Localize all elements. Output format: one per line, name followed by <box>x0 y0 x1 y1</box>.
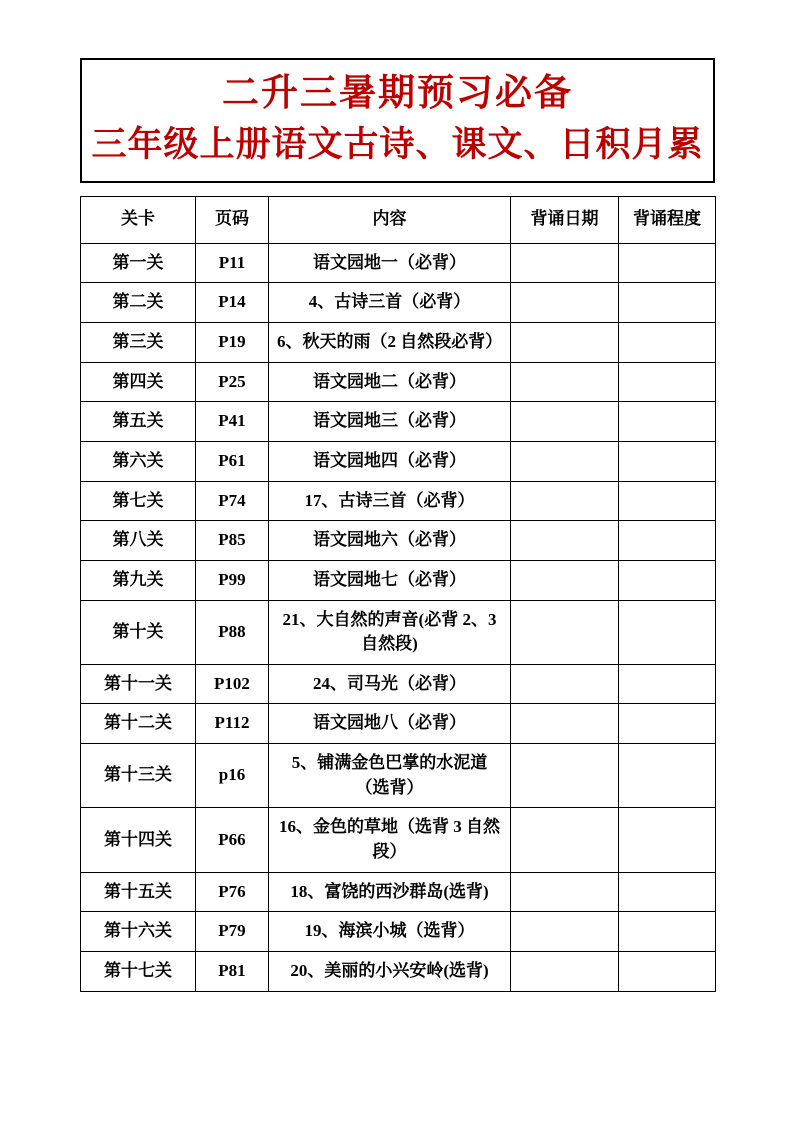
table-row <box>81 402 716 442</box>
header-level: 关卡 <box>81 196 196 243</box>
cell-page: P88 <box>196 600 269 664</box>
cell-content: 17、古诗三首（必背） <box>269 481 511 521</box>
cell-content: 语文园地八（必背） <box>269 704 511 744</box>
cell-degree <box>619 704 716 744</box>
cell-level: 第七关 <box>81 481 196 521</box>
cell-date <box>511 283 619 323</box>
cell-degree <box>619 912 716 952</box>
cell-content: 6、秋天的雨（2 自然段必背） <box>269 323 511 363</box>
cell-level: 第九关 <box>81 560 196 600</box>
cell-date <box>511 362 619 402</box>
cell-degree <box>619 521 716 561</box>
table-row <box>81 243 716 283</box>
cell-page: P85 <box>196 521 269 561</box>
cell-degree <box>619 560 716 600</box>
table-row <box>81 481 716 521</box>
cell-level: 第八关 <box>81 521 196 561</box>
cell-level: 第六关 <box>81 442 196 482</box>
cell-degree <box>619 481 716 521</box>
cell-degree <box>619 600 716 664</box>
cell-page: P99 <box>196 560 269 600</box>
cell-content: 21、大自然的声音(必背 2、3 自然段) <box>269 600 511 664</box>
cell-date <box>511 664 619 704</box>
cell-level: 第十五关 <box>81 872 196 912</box>
cell-level: 第十关 <box>81 600 196 664</box>
document-title-line2: 三年级上册语文古诗、课文、日积月累 <box>91 124 704 164</box>
cell-page: p16 <box>196 744 269 808</box>
table-row <box>81 808 716 872</box>
cell-page: P102 <box>196 664 269 704</box>
header-date: 背诵日期 <box>511 196 619 243</box>
cell-page: P14 <box>196 283 269 323</box>
table-row <box>81 362 716 402</box>
cell-level: 第十六关 <box>81 912 196 952</box>
cell-content: 语文园地一（必背） <box>269 243 511 283</box>
cell-level: 第十四关 <box>81 808 196 872</box>
table-row <box>81 951 716 991</box>
table-row <box>81 664 716 704</box>
cell-degree <box>619 442 716 482</box>
cell-date <box>511 808 619 872</box>
cell-level: 第十二关 <box>81 704 196 744</box>
table-header-row <box>81 196 716 243</box>
cell-content: 语文园地七（必背） <box>269 560 511 600</box>
cell-date <box>511 560 619 600</box>
header-degree: 背诵程度 <box>619 196 716 243</box>
cell-date <box>511 243 619 283</box>
cell-content: 20、美丽的小兴安岭(选背) <box>269 951 511 991</box>
table-row <box>81 283 716 323</box>
cell-degree <box>619 323 716 363</box>
cell-level: 第十七关 <box>81 951 196 991</box>
cell-degree <box>619 283 716 323</box>
cell-content: 24、司马光（必背） <box>269 664 511 704</box>
table-row <box>81 521 716 561</box>
cell-page: P79 <box>196 912 269 952</box>
cell-date <box>511 521 619 561</box>
cell-content: 语文园地二（必背） <box>269 362 511 402</box>
document-title-line1: 二升三暑期预习必备 <box>222 73 573 114</box>
header-content: 内容 <box>269 196 511 243</box>
table-body <box>81 243 716 991</box>
cell-date <box>511 744 619 808</box>
cell-date <box>511 442 619 482</box>
cell-page: P81 <box>196 951 269 991</box>
cell-date <box>511 872 619 912</box>
cell-level: 第十三关 <box>81 744 196 808</box>
cell-degree <box>619 951 716 991</box>
cell-level: 第一关 <box>81 243 196 283</box>
cell-degree <box>619 243 716 283</box>
table-row <box>81 600 716 664</box>
cell-content: 4、古诗三首（必背） <box>269 283 511 323</box>
cell-date <box>511 481 619 521</box>
cell-page: P74 <box>196 481 269 521</box>
table-row <box>81 744 716 808</box>
header-page: 页码 <box>196 196 269 243</box>
cell-date <box>511 951 619 991</box>
cell-page: P41 <box>196 402 269 442</box>
table-row <box>81 560 716 600</box>
cell-level: 第四关 <box>81 362 196 402</box>
cell-page: P25 <box>196 362 269 402</box>
cell-level: 第十一关 <box>81 664 196 704</box>
cell-degree <box>619 664 716 704</box>
cell-level: 第三关 <box>81 323 196 363</box>
cell-level: 第二关 <box>81 283 196 323</box>
cell-date <box>511 912 619 952</box>
table-row <box>81 704 716 744</box>
title-box <box>80 58 715 183</box>
table-row <box>81 442 716 482</box>
cell-degree <box>619 808 716 872</box>
cell-page: P61 <box>196 442 269 482</box>
cell-date <box>511 402 619 442</box>
cell-page: P11 <box>196 243 269 283</box>
cell-date <box>511 600 619 664</box>
cell-page: P66 <box>196 808 269 872</box>
table-row <box>81 912 716 952</box>
cell-page: P112 <box>196 704 269 744</box>
cell-page: P19 <box>196 323 269 363</box>
cell-content: 语文园地三（必背） <box>269 402 511 442</box>
cell-degree <box>619 402 716 442</box>
cell-date <box>511 323 619 363</box>
cell-content: 19、海滨小城（选背） <box>269 912 511 952</box>
recitation-table <box>80 196 716 992</box>
cell-content: 18、富饶的西沙群岛(选背) <box>269 872 511 912</box>
cell-content: 5、铺满金色巴掌的水泥道（选背） <box>269 744 511 808</box>
cell-level: 第五关 <box>81 402 196 442</box>
cell-date <box>511 704 619 744</box>
cell-degree <box>619 362 716 402</box>
cell-page: P76 <box>196 872 269 912</box>
cell-content: 语文园地六（必背） <box>269 521 511 561</box>
table-row <box>81 323 716 363</box>
table-row <box>81 872 716 912</box>
cell-degree <box>619 744 716 808</box>
cell-content: 语文园地四（必背） <box>269 442 511 482</box>
cell-degree <box>619 872 716 912</box>
cell-content: 16、金色的草地（选背 3 自然段） <box>269 808 511 872</box>
